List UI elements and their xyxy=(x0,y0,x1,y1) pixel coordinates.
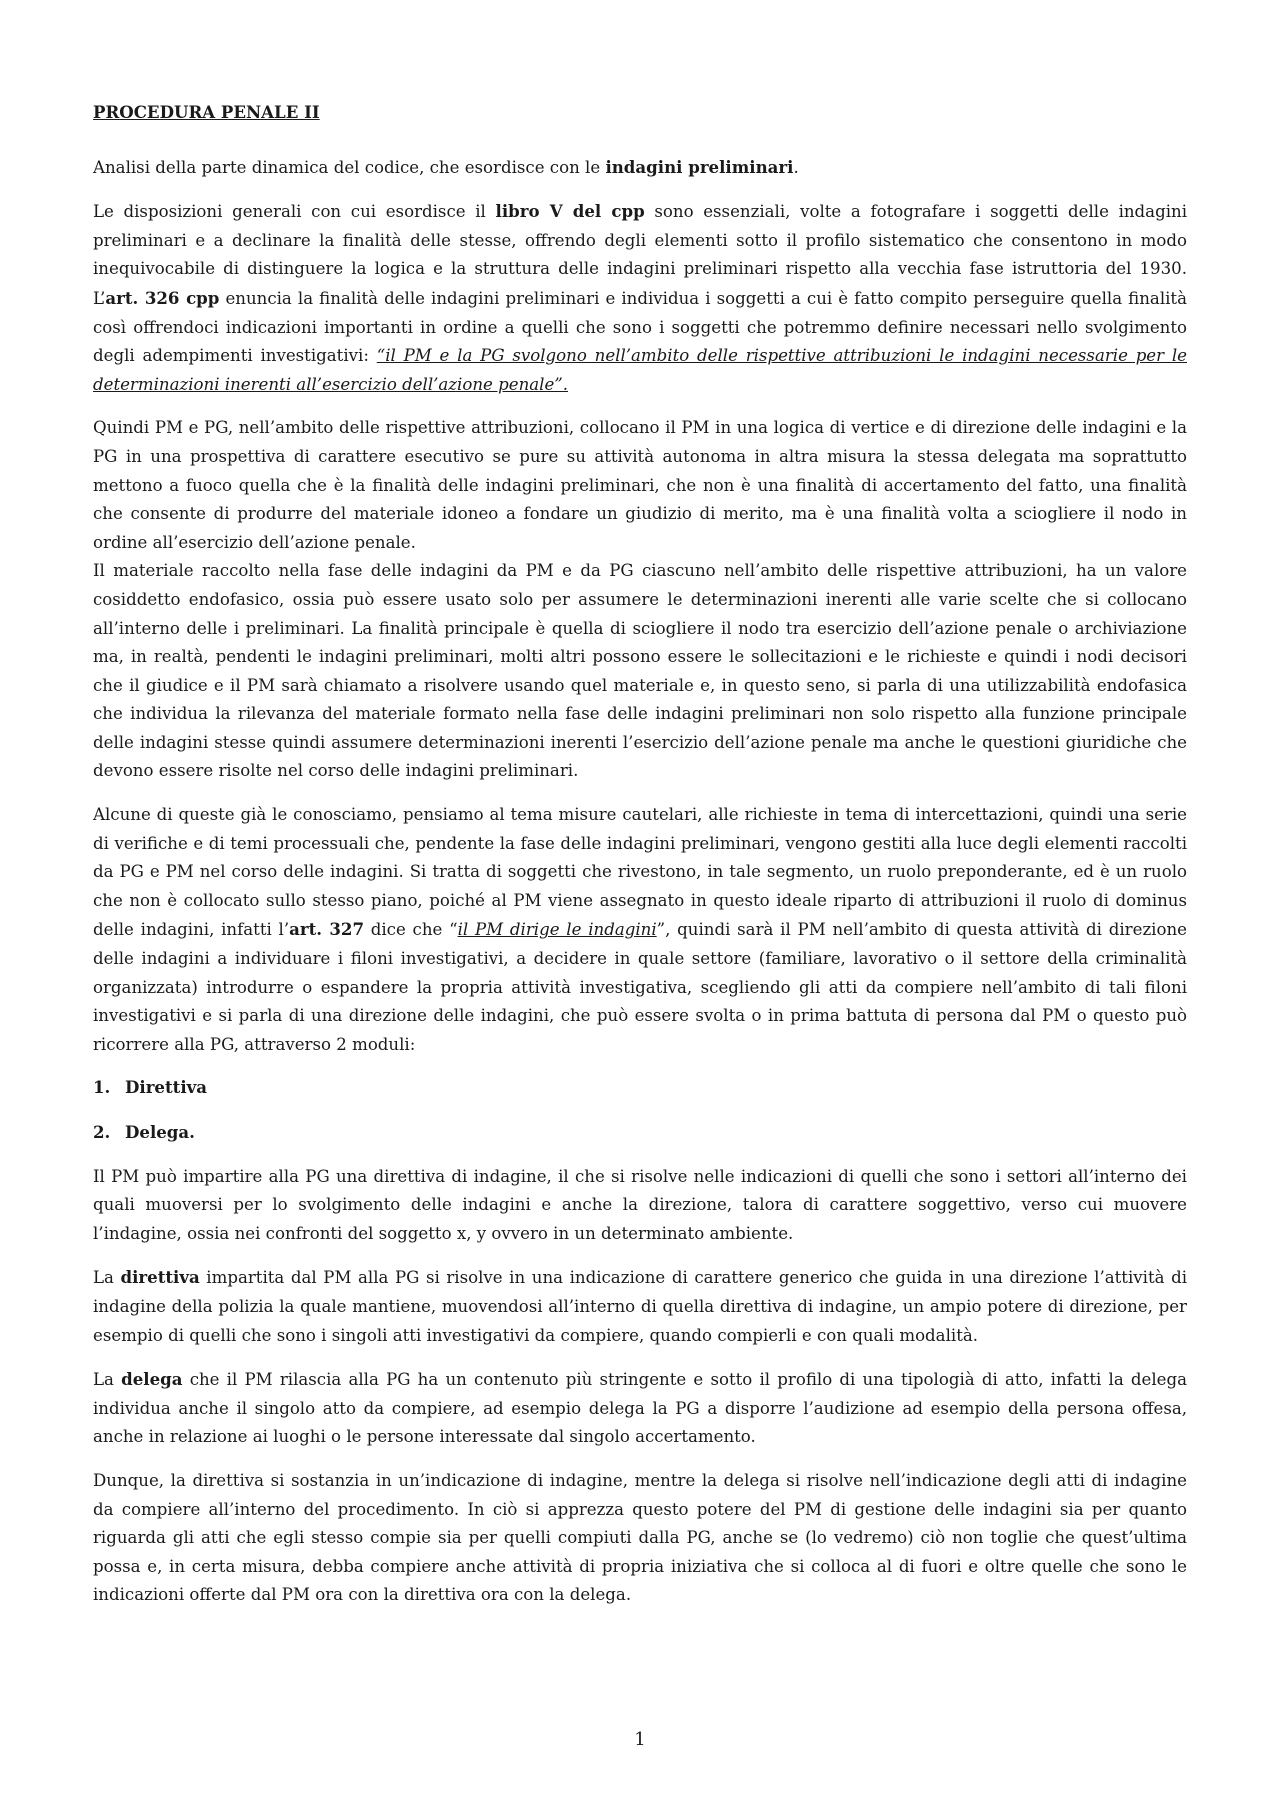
bold-term-delega: delega xyxy=(121,1369,183,1390)
quote-art-326: “il PM e la PG svolgono nell’ambito delle rispettive attribuzioni le indagini necessarie per le determinazioni inerenti all’esercizio dell’azione penale”. xyxy=(93,346,1187,394)
bold-term-direttiva: direttiva xyxy=(120,1267,200,1288)
bold-term-indagini-preliminari: indagini preliminari xyxy=(605,156,794,177)
bold-term-art-327: art. 327 xyxy=(289,919,364,940)
bold-term-art-326: art. 326 cpp xyxy=(105,287,220,308)
paragraph-materiale-endofasico: Il materiale raccolto nella fase delle indagini da PM e da PG ciascuno nell’ambito delle rispettive attribuzioni, ha un valore cosiddetto endofasico, ossia può essere usato solo per assumere le determinazioni inerenti alle varie scelte che si collocano all’interno delle i preliminari. La finalità principale è quella di sciogliere il nodo tra esercizio dell’azione penale o archiviazione ma, in realtà, pendenti le indagini preliminari, molti altri possono essere le sollecitazioni e le richieste e quindi i nodi decisori che il giudice e il PM sarà chiamato a risolvere usando quel materiale e, in questo seno, si parla di una utilizzabilità endofasica che individua la rilevanza del materiale formato nella fase delle indagini preliminari non solo rispetto alla funzione principale delle indagini stesse quindi assumere determinazioni inerenti l’esercizio dell’azione penale ma anche le questioni giuridiche che devono essere risolte nel corso delle indagini preliminari. xyxy=(93,561,1187,781)
quote-art-327: il PM dirige le indagini xyxy=(457,920,657,940)
bold-term-libro-v: libro V del cpp xyxy=(495,201,645,222)
paragraph-pm-pg: Quindi PM e PG, nell’ambito delle rispettive attribuzioni, collocano il PM in una logica di vertice e di direzione delle indagini e la PG in una prospettiva di carattere esecutivo se pure su attività autonoma in altra misura la stessa delegata ma soprattutto mettono a fuoco quella che è la finalità delle indagini preliminari, che non è una finalità di accertamento del fatto, una finalità che consente di produrre del materiale idoneo a fondare un giudizio di merito, ma è una finalità volta a sciogliere il nodo in ordine all’esercizio dell’azione penale. xyxy=(93,418,1187,552)
paragraph-direttiva-intro: Il PM può impartire alla PG una direttiva di indagine, il che si risolve nelle indicazioni di quelli che sono i settori all’interno dei quali muoversi per lo svolgimento delle indagini e anche la direzione, talora di carattere soggettivo, verso cui muovere l’indagine, ossia nei confronti del soggetto x, y ovvero in un determinato ambiente. xyxy=(93,1166,1187,1243)
page-number: 1 xyxy=(634,1729,646,1750)
paragraph-intro: Analisi della parte dinamica del codice, che esordisce con le indagini preliminari. xyxy=(93,156,799,177)
document-title: PROCEDURA PENALE II xyxy=(93,102,320,122)
list-item: 1. Direttiva xyxy=(93,1077,208,1098)
paragraph-libro-v: Le disposizioni generali con cui esordisce il libro V del cpp sono essenziali, volte a fotografare i soggetti delle indagini preliminari e a declinare la finalità delle stesse, offrendo degli elementi sotto il profilo sistematico che consentono in modo inequivocabile di distinguere la logica e la struttura delle indagini preliminari rispetto alla vecchia fase istruttoria del 1930. L’art. 326 cpp enuncia la finalità delle indagini preliminari e individua i soggetti a cui è fatto compito perseguire quella finalità così offrendoci indicazioni importanti in ordine a quelli che sono i soggetti che potremmo definire necessari nello svolgimento degli adempimenti investigativi: “il PM e la PG svolgono nell’ambito delle rispettive attribuzioni le indagini necessarie per le determinazioni inerenti all’esercizio dell’azione penale”. xyxy=(93,201,1187,394)
paragraph-conclusione: Dunque, la direttiva si sostanzia in un’indicazione di indagine, mentre la delega si risolve nell’indicazione degli atti di indagine da compiere all’interno del procedimento. In ciò si apprezza questo potere del PM di gestione delle indagini sia per quanto riguarda gli atti che egli stesso compie sia per quelli compiuti dalla PG, anche se (lo vedremo) ciò non toglie che quest’ultima possa e, in certa misura, debba compiere anche attività di propria iniziativa che si colloca al di fuori e oltre quelle che sono le indicazioni offerte dal PM ora con la direttiva ora con la delega. xyxy=(93,1470,1187,1605)
paragraph-art-327: Alcune di queste già le conosciamo, pensiamo al tema misure cautelari, alle richieste in tema di intercettazioni, quindi una serie di verifiche e di temi processuali che, pendente la fase delle indagini preliminari, vengono gestiti alla luce degli elementi raccolti da PG e PM nel corso delle indagini. Si tratta di soggetti che rivestono, in tale segmento, un ruolo preponderante, ed è un ruolo che non è collocato sullo stesso piano, poiché al PM viene assegnato in questo ideale riparto di attribuzioni il ruolo di dominus delle indagini, infatti l’art. 327 dice che “il PM dirige le indagini”, quindi sarà il PM nell’ambito di questa attività di direzione delle indagini a individuare i filoni investigativi, a decidere in quale settore (familiare, lavorativo o il settore della criminalità organizzata) introdurre o espandere la propria attività investigativa, scegliendo gli atti da compiere nell’ambito di tali filoni investigativi e si parla di una direzione delle indagini, che può essere svolta o in prima battuta di persona dal PM o questo può ricorrere alla PG, attraverso 2 moduli: xyxy=(93,805,1187,1054)
moduli-list xyxy=(93,1073,1187,1146)
document-page xyxy=(93,98,1187,1610)
paragraph-direttiva: La direttiva impartita dal PM alla PG si risolve in una indicazione di carattere generico che guida in una direzione l’attività di indagine della polizia la quale mantiene, muovendosi all’interno di quella direttiva di indagine, un ampio potere di direzione, per esempio di quelli che sono i singoli atti investigativi da compiere, quando compierli e con quali modalità. xyxy=(93,1267,1187,1345)
list-item: 2. Delega. xyxy=(93,1122,195,1142)
paragraph-delega: La delega che il PM rilascia alla PG ha un contenuto più stringente e sotto il profilo di una tipologià di atto, infatti la delega individua anche il singolo atto da compiere, ad esempio delega la PG a disporre l’audizione ad esempio della persona offesa, anche in relazione ai luoghi o le persone interessate dal singolo accertamento. xyxy=(93,1369,1187,1447)
